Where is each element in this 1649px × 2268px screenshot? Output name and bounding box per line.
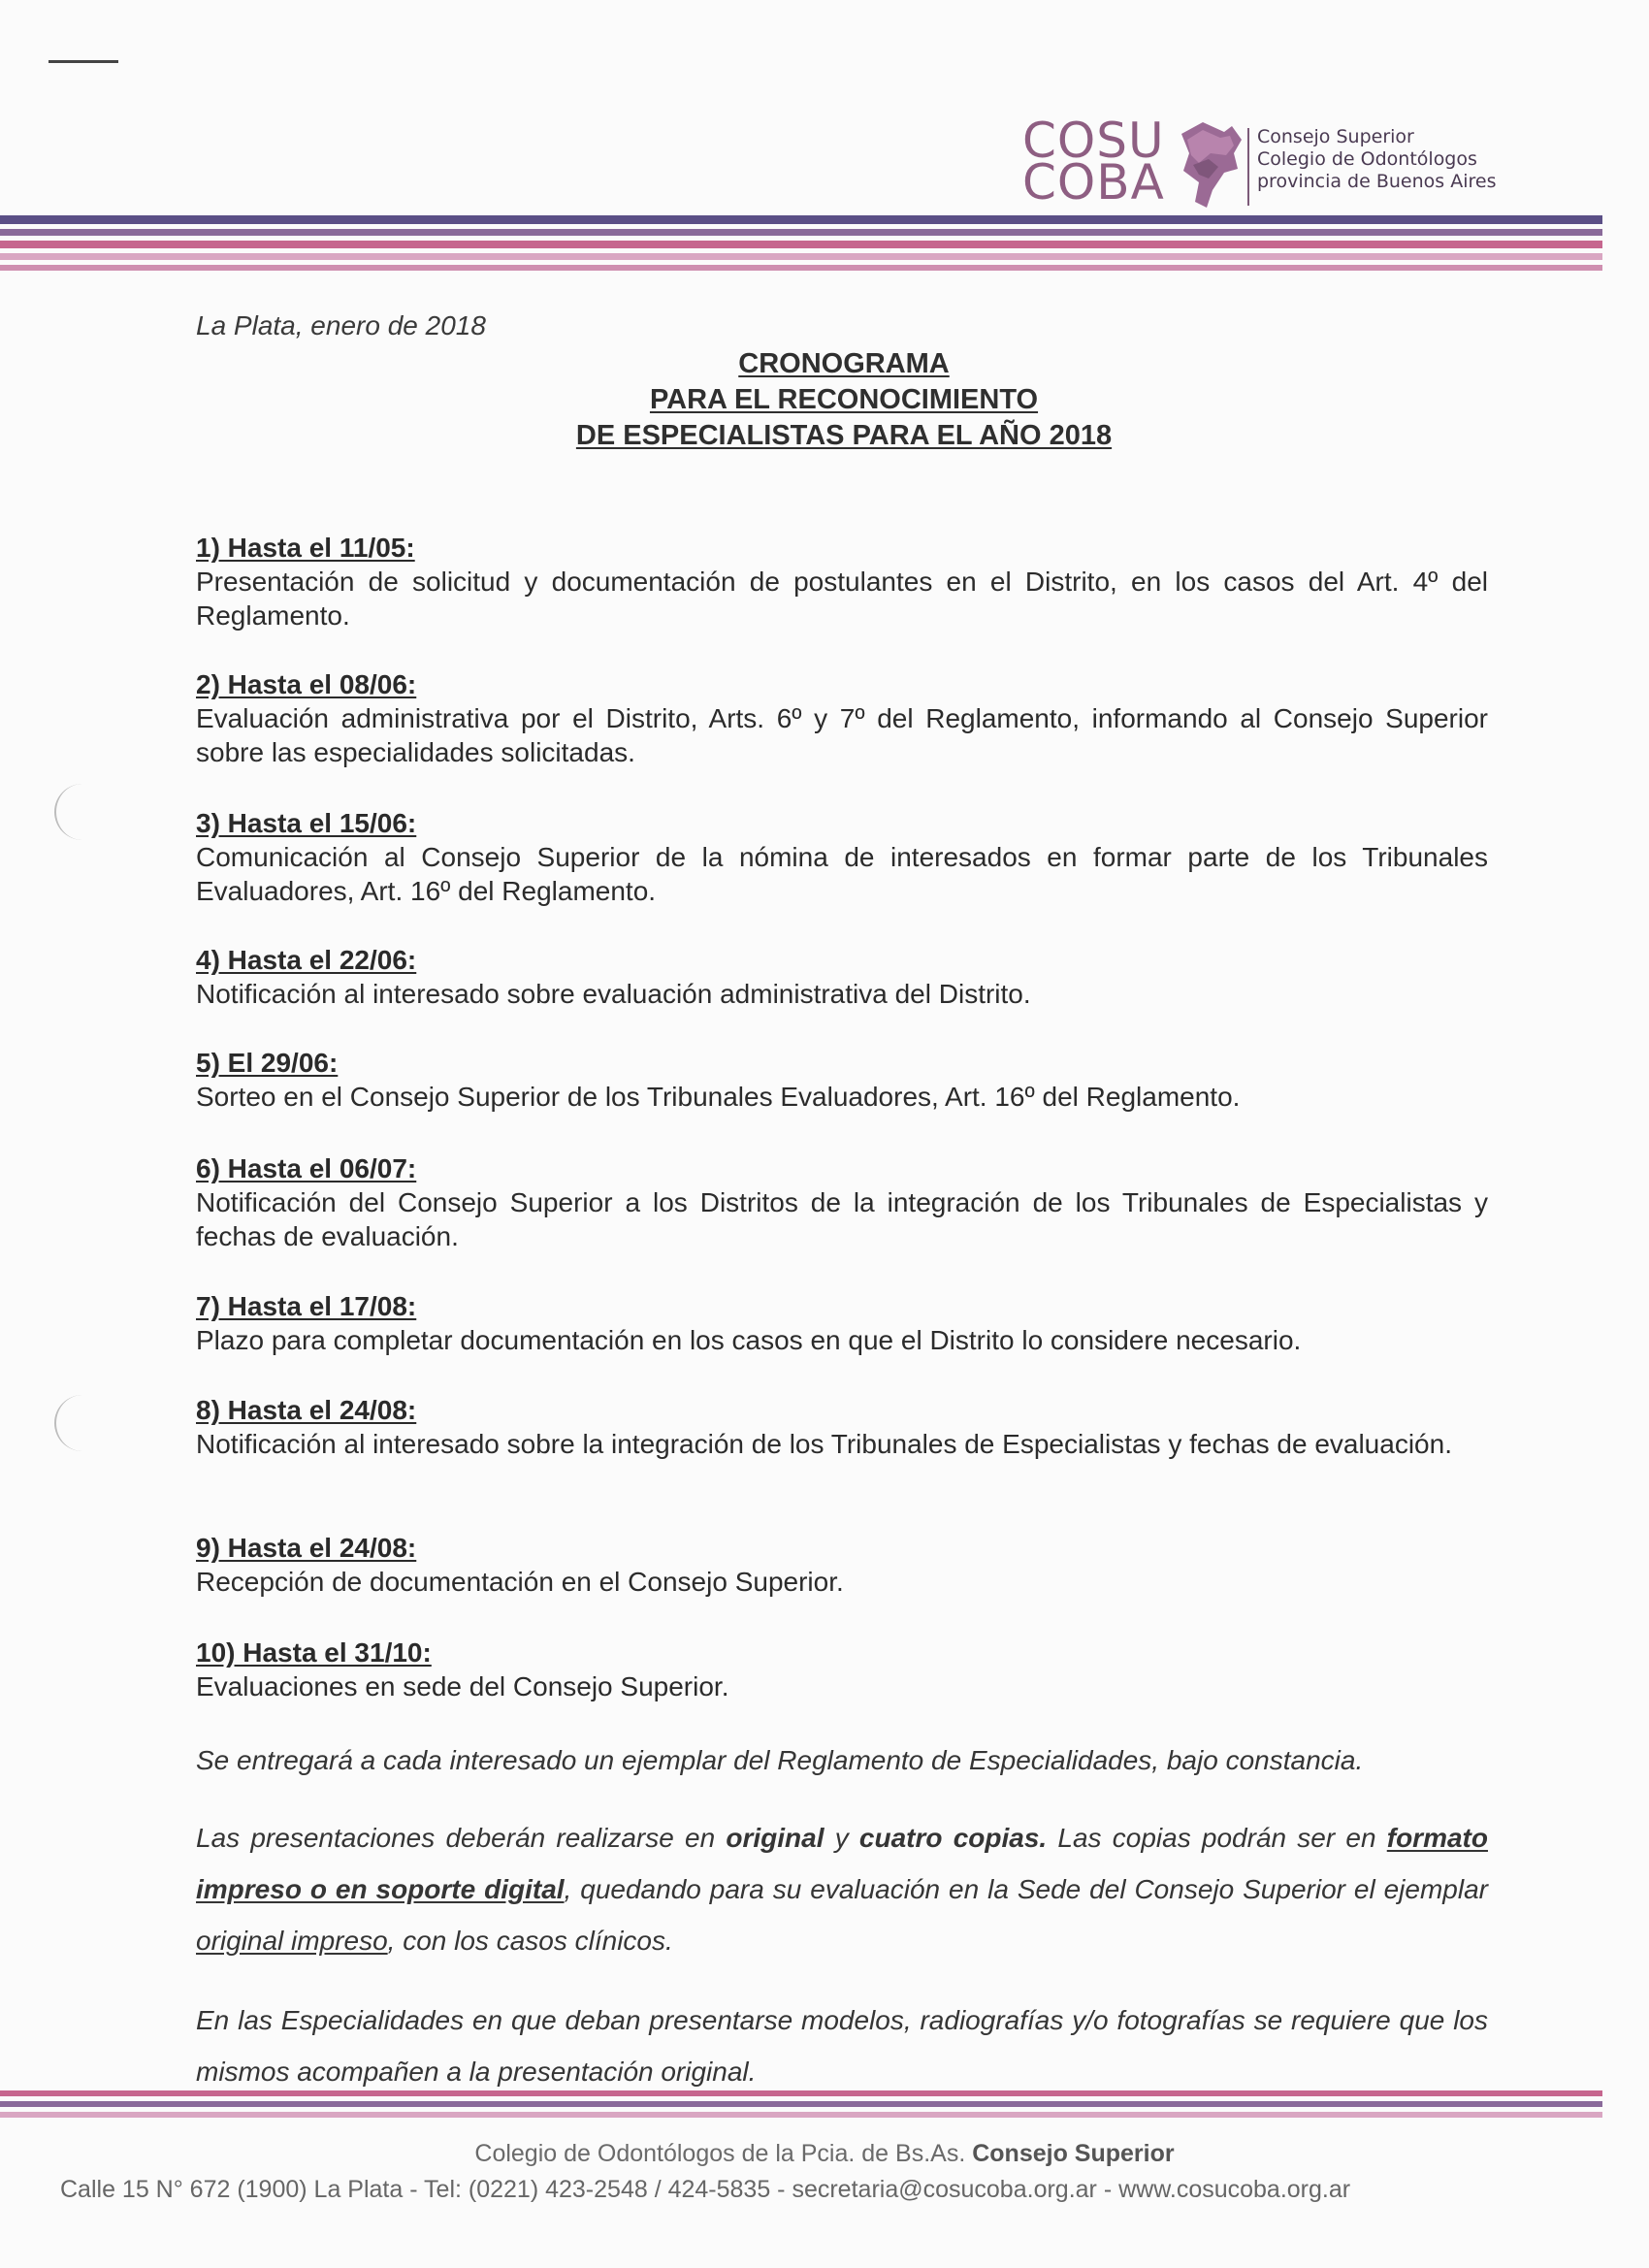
- schedule-item: [196, 1289, 1488, 1357]
- note-text: Las presentaciones deberán realizarse en: [196, 1823, 727, 1853]
- item-deadline: 8) Hasta el 24/08:: [196, 1395, 417, 1425]
- schedule-item: [196, 806, 1488, 908]
- footer-org-text: Colegio de Odontólogos de la Pcia. de Bs.As.: [474, 2140, 973, 2167]
- org-line-1: Consejo Superior: [1257, 126, 1414, 147]
- stripe: [0, 241, 1602, 248]
- schedule-item: [196, 1151, 1488, 1253]
- note-underlined: original impreso: [196, 1926, 388, 1956]
- title-line-2: PARA EL RECONOCIMIENTO: [649, 384, 1039, 415]
- logo-line-2: COBA: [1022, 154, 1165, 211]
- logo-wordmark: [1022, 113, 1165, 211]
- note-emphasis: cuatro copias.: [858, 1823, 1048, 1853]
- item-description: Plazo para completar documentación en los casos en que el Distrito lo considere necesario.: [196, 1325, 1302, 1355]
- logo-divider: [1247, 128, 1249, 206]
- note-reglamento: Se entregará a cada interesado un ejemplar del Reglamento de Especialidades, bajo constancia.: [196, 1745, 1364, 1775]
- item-description: Notificación al interesado sobre evaluación administrativa del Distrito.: [196, 979, 1031, 1009]
- stripe: [0, 265, 1602, 271]
- schedule-item: [196, 1393, 1488, 1461]
- schedule-item: [196, 667, 1488, 769]
- schedule-item: [196, 1531, 1488, 1599]
- item-deadline: 7) Hasta el 17/08:: [196, 1291, 417, 1321]
- scan-mark: [48, 60, 118, 63]
- item-deadline: 2) Hasta el 08/06:: [196, 669, 417, 699]
- item-deadline: 1) Hasta el 11/05:: [196, 533, 415, 563]
- item-deadline: 5) El 29/06:: [196, 1048, 339, 1078]
- note-text: , con los casos clínicos.: [387, 1926, 673, 1956]
- org-line-3: provincia de Buenos Aires: [1257, 171, 1497, 192]
- stripe: [0, 2090, 1602, 2096]
- stripe: [0, 229, 1602, 236]
- item-description: Evaluación administrativa por el Distrito, Arts. 6º y 7º del Reglamento, informando al Consejo Superior sobre las especialidades solicitadas.: [196, 703, 1488, 767]
- item-description: Notificación del Consejo Superior a los Distritos de la integración de los Tribunales de Especialistas y fechas de evaluación.: [196, 1187, 1488, 1251]
- note-text: , quedando para su evaluación en la Sede del Consejo Superior el ejemplar: [564, 1874, 1488, 1904]
- note-emphasis: formato impreso o en soporte digital: [196, 1823, 1488, 1904]
- footer-org: [0, 2140, 1649, 2168]
- item-deadline: 9) Hasta el 24/08:: [196, 1533, 417, 1563]
- punch-hole: [54, 1395, 95, 1451]
- note-emphasis: original: [726, 1823, 824, 1853]
- schedule-item: [196, 1046, 1488, 1114]
- item-description: Evaluaciones en sede del Consejo Superior.: [196, 1671, 729, 1701]
- item-description: Notificación al interesado sobre la integración de los Tribunales de Especialistas y fechas de evaluación.: [196, 1429, 1452, 1459]
- item-deadline: 4) Hasta el 22/06:: [196, 945, 417, 975]
- item-description: Presentación de solicitud y documentación de postulantes en el Distrito, en los casos del Art. 4º del Reglamento.: [196, 567, 1488, 631]
- stripe: [0, 215, 1602, 224]
- title-line-3: DE ESPECIALISTAS PARA EL AÑO 2018: [575, 420, 1113, 451]
- note-presentaciones: [196, 1812, 1488, 1966]
- item-description: Recepción de documentación en el Consejo Superior.: [196, 1567, 844, 1597]
- footer-contact: Calle 15 N° 672 (1900) La Plata - Tel: (0221) 423-2548 / 424-5835 - secretaria@cosucoba.org.ar - www.cosucoba.org.ar: [60, 2176, 1351, 2203]
- title-line-1: CRONOGRAMA: [738, 348, 950, 379]
- item-deadline: 6) Hasta el 06/07:: [196, 1153, 417, 1183]
- schedule-item: [196, 531, 1488, 632]
- footer-stripes: [0, 2090, 1602, 2122]
- item-deadline: 3) Hasta el 15/06:: [196, 808, 417, 838]
- note-modelos: En las Especialidades en que deban presentarse modelos, radiografías y/o fotografías se requiere que los mismos acompañen a la presentación original.: [196, 2005, 1488, 2087]
- item-deadline: 10) Hasta el 31/10:: [196, 1637, 432, 1668]
- item-description: Comunicación al Consejo Superior de la nómina de interesados en formar parte de los Tribunales Evaluadores, Art. 16º del Reglamento.: [196, 842, 1488, 906]
- note-text: y: [824, 1823, 859, 1853]
- footer-org-strong: Consejo Superior: [972, 2140, 1175, 2167]
- document-title: [388, 346, 1300, 454]
- document-date: La Plata, enero de 2018: [196, 310, 486, 340]
- org-name: [1257, 126, 1496, 193]
- schedule-item: [196, 1636, 1488, 1703]
- note-text: Las copias podrán ser en: [1047, 1823, 1387, 1853]
- logo-line-1: COSU: [1022, 113, 1165, 169]
- stripe: [0, 2101, 1602, 2107]
- header-stripes: [0, 215, 1602, 275]
- stripe: [0, 2112, 1602, 2118]
- org-line-2: Colegio de Odontólogos: [1257, 148, 1477, 170]
- punch-hole: [54, 784, 95, 840]
- item-description: Sorteo en el Consejo Superior de los Tribunales Evaluadores, Art. 16º del Reglamento.: [196, 1082, 1241, 1112]
- schedule-item: [196, 943, 1488, 1011]
- stripe: [0, 253, 1602, 260]
